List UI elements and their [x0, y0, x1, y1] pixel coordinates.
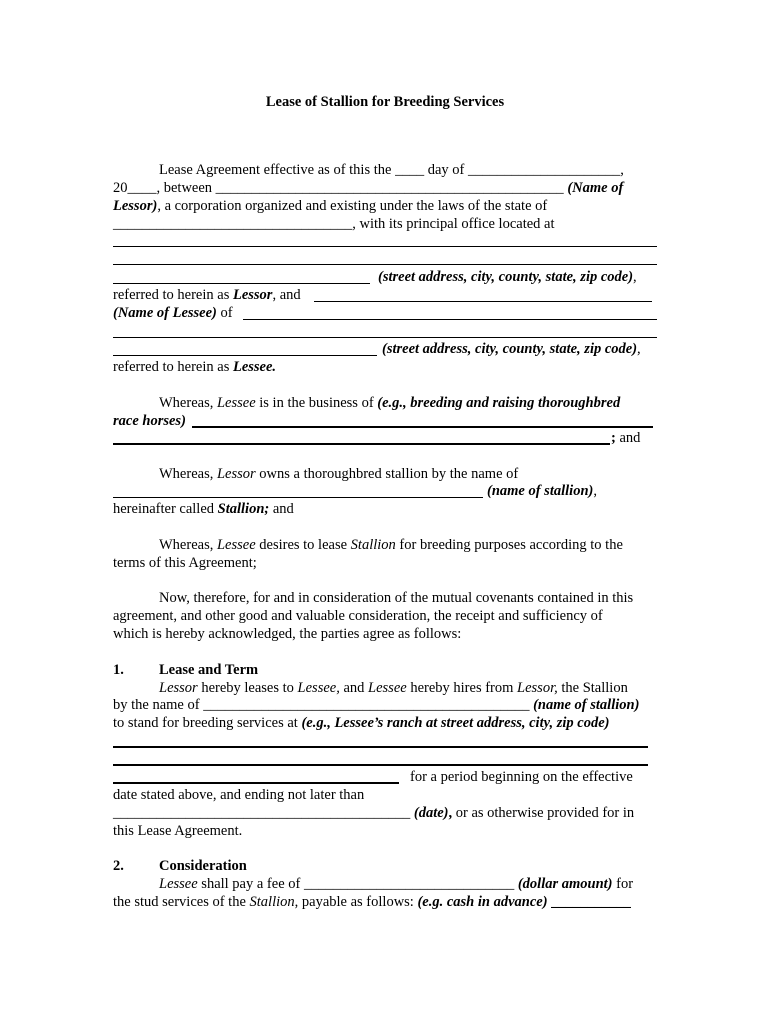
p1-line-11: [382, 340, 641, 358]
p1-line-8: [113, 286, 301, 304]
w3-text: desires to lease: [255, 537, 351, 553]
blank-line: [243, 319, 657, 320]
w2-line-1: [159, 465, 518, 483]
w1-text: ;: [611, 430, 616, 446]
w2-term: Lessor: [216, 466, 256, 482]
s1-line-2: [113, 696, 639, 714]
w2-text: Whereas,: [159, 466, 217, 482]
w2-line-3: [113, 500, 294, 518]
blank-line: [113, 355, 377, 356]
w1-line-3: [611, 429, 640, 447]
blank-line: [113, 337, 657, 338]
s1-text: date stated above, and ending not later than: [113, 787, 365, 803]
blank-line: [192, 426, 653, 428]
s2-text: the stud services of the: [113, 894, 250, 910]
now-text: agreement, and other good and valuable consideration, the receipt and sufficiency of: [113, 608, 603, 624]
w3-term: Stallion: [350, 537, 396, 553]
blank-line: [113, 264, 657, 265]
p1-text: Lease Agreement effective as of this the ____ day of _____________________,: [159, 162, 624, 178]
p1-placeholder: (Name of Lessee): [113, 305, 217, 321]
date-placeholder: (date): [413, 805, 449, 821]
s2-line-2: [113, 893, 631, 911]
s2-text: , payable as follows:: [294, 894, 418, 910]
blank-line: [113, 283, 370, 284]
p1-placeholder: (Name of: [567, 180, 624, 196]
now-line-2: [113, 607, 603, 625]
p1-text: ,: [633, 269, 637, 285]
s1-text: by the name of _____________________________________________: [113, 697, 534, 713]
w1-text: is in the business of: [255, 395, 378, 411]
blank-line: [113, 443, 610, 445]
w1-placeholder: (e.g., breeding and raising thoroughbred: [377, 395, 621, 411]
s1-text: the Stallion: [557, 680, 628, 696]
s1-line-7: [113, 786, 364, 804]
s1-term: Lessee: [368, 680, 407, 696]
p1-line-1: [159, 161, 624, 179]
s1-term: Lessor: [159, 680, 198, 696]
blank-line: [113, 497, 483, 498]
s2-text: ___________: [547, 894, 631, 910]
s1-line-8: [113, 804, 634, 822]
p1-line-4: [113, 215, 555, 233]
s2-text: shall pay a fee of _____________________________: [197, 876, 518, 892]
w1-line-1: [159, 394, 620, 412]
address-placeholder: (street address, city, county, state, zip code): [378, 269, 634, 285]
s2-term: Lessee: [159, 876, 198, 892]
w3-line-1: [159, 536, 623, 554]
p1-term: Lessee.: [232, 359, 277, 375]
p1-text: referred to herein as: [113, 287, 233, 303]
p1-text: of: [216, 305, 233, 321]
s1-text: hereby leases to: [197, 680, 298, 696]
w1-placeholder: race horses): [113, 413, 186, 429]
s1-text: for a period beginning on the effective: [410, 769, 633, 785]
w3-text: for breeding purposes according to the: [395, 537, 623, 553]
s1-text: and: [339, 680, 369, 696]
w1-line-2: [113, 412, 186, 430]
p1-line-2: [113, 179, 623, 197]
s1-text: hereby hires from: [406, 680, 518, 696]
s1-line-3: [113, 714, 610, 732]
p1-text: , a corporation organized and existing under the laws of the state of: [157, 198, 548, 214]
s1-text: this Lease Agreement.: [113, 823, 243, 839]
p1-text: _________________________________, with its principal office located at: [113, 216, 555, 232]
stallion-placeholder: (name of stallion): [487, 483, 594, 499]
s1-term: Lessor,: [517, 680, 558, 696]
now-text: Now, therefore, for and in consideration of the mutual covenants contained in this: [159, 590, 634, 606]
blank-line: [113, 764, 648, 766]
w1-term: Lessee: [216, 395, 256, 411]
section-1-number: 1.: [113, 662, 124, 678]
w1-text: Whereas,: [159, 395, 217, 411]
s1-text: ,: [448, 805, 453, 821]
s1-term: Lessee,: [297, 680, 340, 696]
s1-line-6: [410, 768, 633, 786]
s1-line-1: [159, 679, 628, 697]
p1-line-7: [378, 268, 637, 286]
document-title: Lease of Stallion for Breeding Services: [265, 94, 505, 110]
section-2-heading: Consideration: [159, 858, 247, 874]
p1-text: ,: [637, 341, 641, 357]
w2-text: and: [269, 501, 294, 517]
p1-term: Lessor: [232, 287, 273, 303]
s1-text: or as otherwise provided for in: [452, 805, 635, 821]
p1-line-9: [113, 304, 233, 322]
w2-text: hereinafter called: [113, 501, 218, 517]
amount-placeholder: (dollar amount): [517, 876, 613, 892]
blank-line: [314, 301, 652, 302]
blank-line: [113, 746, 648, 748]
address-placeholder: (street address, city, county, state, zip code): [382, 341, 638, 357]
p1-text: 20____, between ________________________________________________: [113, 180, 568, 196]
s1-text: _________________________________________: [113, 805, 414, 821]
section-1-heading: Lease and Term: [159, 662, 259, 678]
section-2-number: 2.: [113, 858, 124, 874]
stallion-placeholder: (name of stallion): [533, 697, 640, 713]
w3-text: terms of this Agreement;: [113, 555, 257, 571]
location-placeholder: (e.g., Lessee’s ranch at street address, city, zip code): [301, 715, 610, 731]
p1-text: , and: [272, 287, 301, 303]
s2-text: for: [612, 876, 634, 892]
w3-term: Lessee: [216, 537, 256, 553]
blank-line: [113, 782, 399, 784]
w1-text: and: [615, 430, 641, 446]
w2-text: ,: [593, 483, 597, 499]
s1-line-9: [113, 822, 242, 840]
w3-line-2: [113, 554, 257, 572]
p1-text: referred to herein as: [113, 359, 233, 375]
s1-text: to stand for breeding services at: [113, 715, 302, 731]
s2-line-1: [159, 875, 633, 893]
now-line-1: [159, 589, 633, 607]
now-text: which is hereby acknowledged, the parties agree as follows:: [113, 626, 462, 642]
now-line-3: [113, 625, 461, 643]
w2-term: Stallion;: [217, 501, 270, 517]
payment-placeholder: (e.g. cash in advance): [417, 894, 548, 910]
s2-term: Stallion: [249, 894, 295, 910]
blank-line: [113, 246, 657, 247]
w2-line-2: [487, 482, 597, 500]
w2-text: owns a thoroughbred stallion by the name of: [255, 466, 519, 482]
p1-placeholder: Lessor): [113, 198, 158, 214]
w3-text: Whereas,: [159, 537, 217, 553]
p1-line-12: [113, 358, 276, 376]
p1-line-3: [113, 197, 547, 215]
